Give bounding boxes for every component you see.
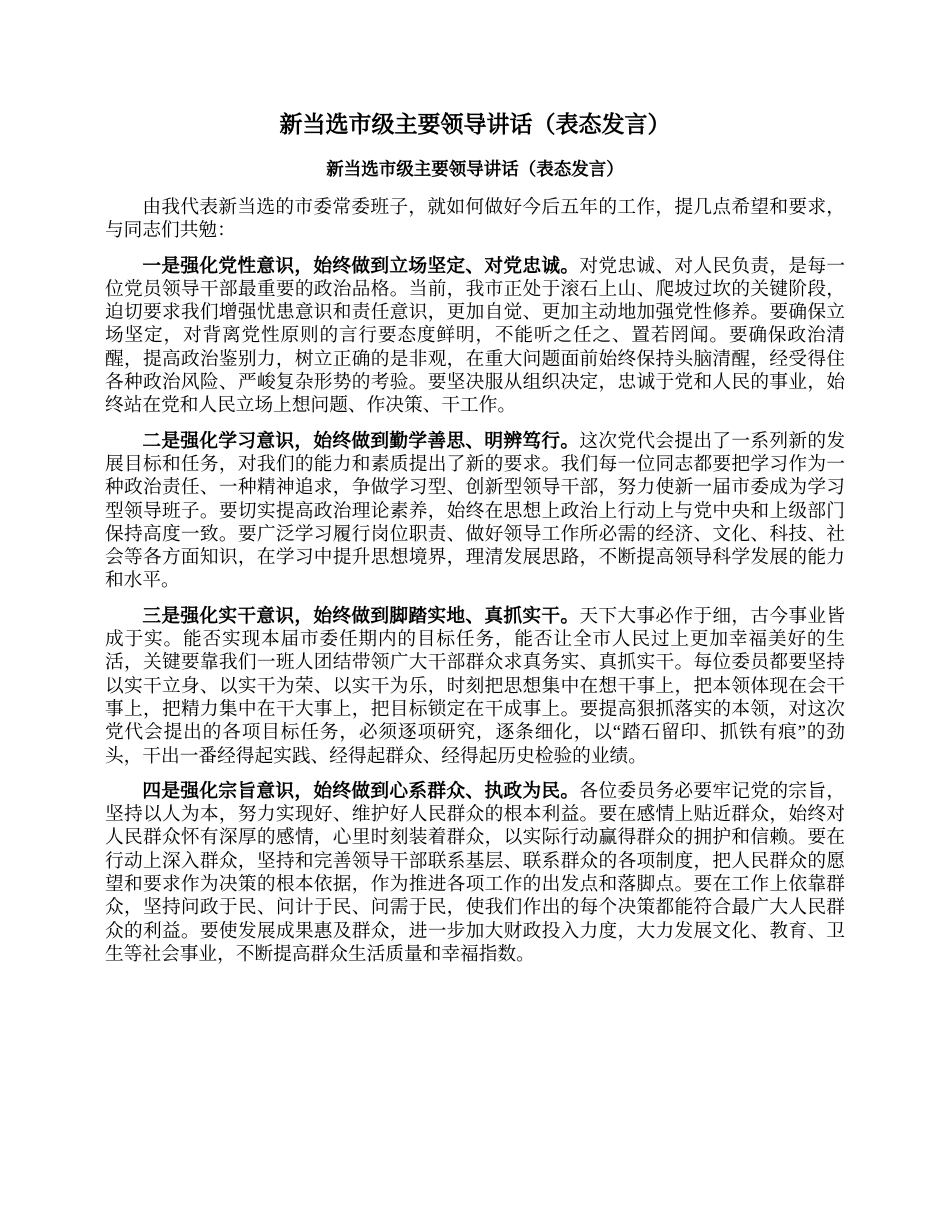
section-2-lead: 二是强化学习意识，始终做到勤学善思、明辨笃行。 — [142, 430, 580, 452]
section-paragraph-2 — [105, 430, 845, 593]
section-paragraph-3 — [105, 605, 845, 768]
section-4-lead: 四是强化宗旨意识，始终做到心系群众、执政为民。 — [142, 780, 580, 802]
section-1-text: 对党忠诚、对人民负责，是每一位党员领导干部最重要的政治品格。当前，我市正处于滚石上山、爬坡过坎的关键阶段，迫切要求我们增强忧患意识和责任意识，更加自觉、更加主动地加强党性修养。要确保立场坚定，对背离党性原则的言行要态度鲜明，不能听之任之、置若罔闻。要确保政治清醒，提高政治鉴别力，树立正确的是非观，在重大问题面前始终保持头脑清醒，经受得住各种政治风险、严峻复杂形势的考验。要坚决服从组织决定，忠诚于党和人民的事业，始终站在党和人民立场上想问题、作决策、干工作。 — [105, 255, 846, 417]
intro-paragraph: 由我代表新当选的市委常委班子，就如何做好今后五年的工作，提几点希望和要求，与同志们共勉： — [105, 197, 845, 242]
section-2-text: 这次党代会提出了一系列新的发展目标和任务，对我们的能力和素质提出了新的要求。我们每一位同志都要把学习作为一种政治责任、一种精神追求，争做学习型、创新型领导干部，努力使新一届市委成为学习型领导班子。要切实提高政治理论素养，始终在思想上政治上行动上与党中央和上级部门保持高度一致。要广泛学习履行岗位职责、做好领导工作所必需的经济、文化、科技、社会等各方面知识，在学习中提升思想境界，理清发展思路，不断提高领导科学发展的能力和水平。 — [105, 430, 846, 592]
section-3-lead: 三是强化实干意识，始终做到脚踏实地、真抓实干。 — [142, 605, 580, 627]
document-title: 新当选市级主要领导讲话（表态发言） — [279, 112, 671, 137]
section-paragraph-4 — [105, 780, 845, 966]
section-3-text: 天下大事必作于细，古今事业皆成于实。能否实现本届市委任期内的目标任务，能否让全市人民过上更加幸福美好的生活，关键要靠我们一班人团结带领广大干部群众求真务实、真抓实干。每位委员都要坚持以实干立身、以实干为荣、以实干为乐，时刻把思想集中在想干事上，把本领体现在会干事上，把精力集中在干大事上，把目标锁定在干成事上。要提高狠抓落实的本领，对这次党代会提出的各项目标任务，必须逐项研究，逐条细化，以“踏石留印、抓铁有痕”的劲头，干出一番经得起实践、经得起群众、经得起历史检验的业绩。 — [105, 605, 846, 767]
section-paragraph-1 — [105, 255, 845, 418]
section-1-lead: 一是强化党性意识，始终做到立场坚定、对党忠诚。 — [142, 255, 580, 277]
document-subtitle: 新当选市级主要领导讲话（表态发言） — [326, 159, 624, 179]
section-4-text: 各位委员务必要牢记党的宗旨，坚持以人为本，努力实现好、维护好人民群众的根本利益。要在感情上贴近群众，始终对人民群众怀有深厚的感情，心里时刻装着群众，以实际行动赢得群众的拥护和信赖。要在行动上深入群众，坚持和完善领导干部联系基层、联系群众的各项制度，把人民群众的愿望和要求作为决策的根本依据，作为推进各项工作的出发点和落脚点。要在工作上依靠群众，坚持问政于民、问计于民、问需于民，使我们作出的每个决策都能符合最广大人民群众的利益。要使发展成果惠及群众，进一步加大财政投入力度，大力发展文化、教育、卫生等社会事业，不断提高群众生活质量和幸福指数。 — [105, 780, 846, 965]
